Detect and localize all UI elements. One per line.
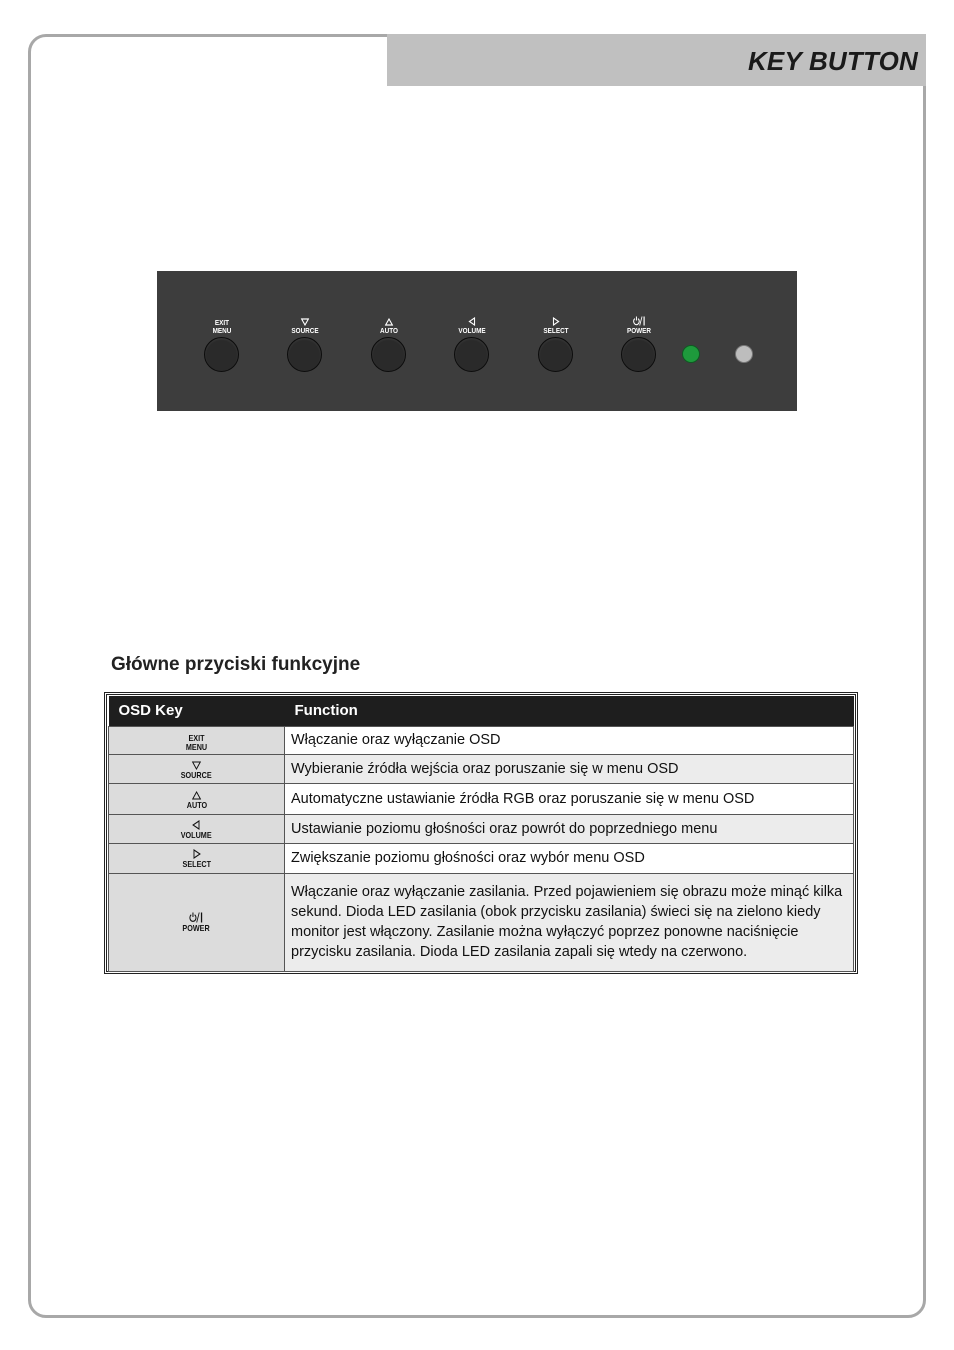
panel-button-label-line1: EXIT <box>214 318 230 327</box>
panel-button-label: POWER <box>626 326 652 335</box>
key-cell <box>109 843 285 873</box>
panel-button-label: VOLUME <box>458 326 486 335</box>
function-cell: Włączanie oraz wyłączanie zasilania. Przed pojawieniem się obrazu może minąć kilka sekund. Dioda LED zasilania (obok przycisku zasilania) świeci się na zielono kiedy monitor jest włączony. Zasilanie można wyłączyć poprzez ponowne naciśnięcie przycisku zasilania. Dioda LED zasilania zapali się wtedy na czerwono. <box>285 873 854 971</box>
key-cell <box>109 783 285 814</box>
key-label: VOLUME <box>181 829 212 840</box>
front-panel-illustration <box>157 271 797 411</box>
function-cell: Wybieranie źródła wejścia oraz poruszanie się w menu OSD <box>285 754 854 783</box>
table-row <box>109 814 854 843</box>
triangle-up-icon <box>192 791 201 800</box>
triangle-down-icon <box>301 318 310 326</box>
power-led <box>682 345 700 363</box>
panel-button-power <box>599 271 679 411</box>
panel-button-label: SOURCE <box>291 326 319 335</box>
power-button <box>621 337 656 372</box>
table-row <box>109 726 854 754</box>
select-button <box>538 337 573 372</box>
table-row <box>109 754 854 783</box>
panel-button-volume <box>432 271 512 411</box>
key-cell <box>109 873 285 971</box>
section-heading: Główne przyciski funkcyjne <box>111 654 361 675</box>
function-cell: Zwiększanie poziomu głośności oraz wybór menu OSD <box>285 843 854 873</box>
function-cell: Włączanie oraz wyłączanie OSD <box>285 726 854 754</box>
source-button <box>287 337 322 372</box>
exit-menu-button <box>204 337 239 372</box>
triangle-left-icon <box>192 820 201 830</box>
key-label-line1: EXIT <box>188 732 205 743</box>
column-header-osd-key: OSD Key <box>109 696 285 726</box>
table-row <box>109 843 854 873</box>
key-label: SOURCE <box>181 769 212 780</box>
triangle-left-icon <box>468 317 477 326</box>
panel-button-label: MENU <box>212 326 232 335</box>
volume-button <box>454 337 489 372</box>
panel-button-source <box>265 271 345 411</box>
page-title: KEY BUTTON <box>747 46 918 76</box>
column-header-function: Function <box>285 696 854 726</box>
panel-button-label: SELECT <box>543 326 569 335</box>
osd-key-table <box>104 692 858 974</box>
panel-button-label: AUTO <box>380 326 398 335</box>
triangle-right-icon <box>192 849 201 859</box>
key-cell <box>109 754 285 783</box>
status-led <box>735 345 753 363</box>
key-label: AUTO <box>186 799 207 810</box>
triangle-right-icon <box>552 317 561 326</box>
table-row <box>109 873 854 971</box>
panel-button-select <box>516 271 596 411</box>
function-cell: Automatyczne ustawianie źródła RGB oraz poruszanie się w menu OSD <box>285 783 854 814</box>
panel-button-auto <box>349 271 429 411</box>
table-header-row <box>109 696 854 726</box>
auto-button <box>371 337 406 372</box>
panel-button-exit-menu <box>182 271 262 411</box>
triangle-up-icon <box>385 318 394 326</box>
page-frame <box>28 34 926 1318</box>
key-cell <box>109 814 285 843</box>
key-label: POWER <box>182 923 211 933</box>
power-icon <box>632 316 646 326</box>
table-row <box>109 783 854 814</box>
function-cell: Ustawianie poziomu głośności oraz powrót do poprzedniego menu <box>285 814 854 843</box>
power-icon <box>189 912 204 923</box>
key-label: MENU <box>185 741 208 752</box>
key-label: SELECT <box>182 859 211 869</box>
key-cell <box>109 726 285 754</box>
triangle-down-icon <box>192 761 201 770</box>
